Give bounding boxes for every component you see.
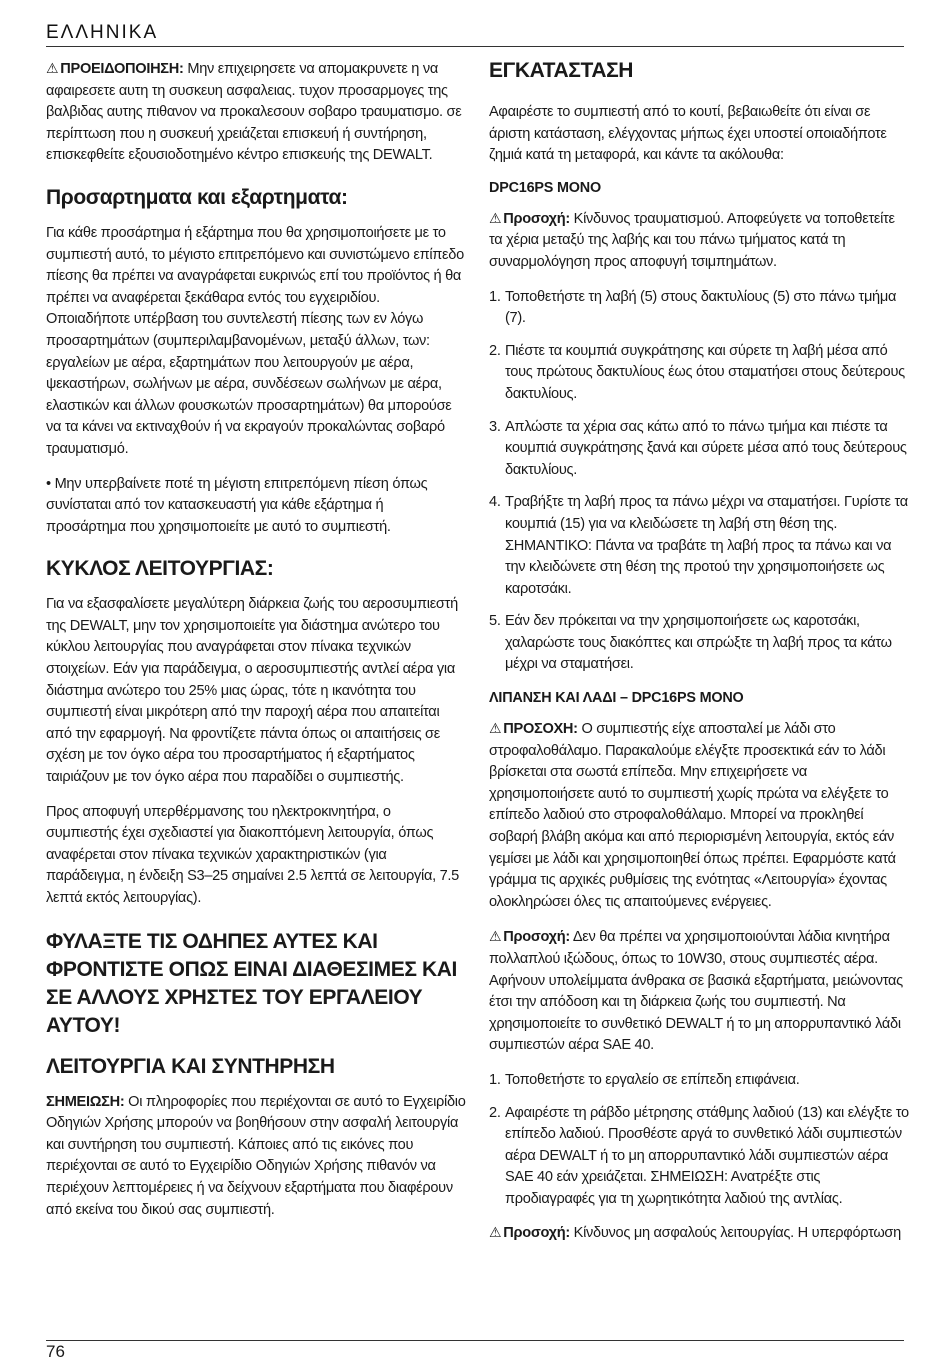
warning-paragraph [46,58,466,167]
list-item [489,1070,909,1092]
note-text: Οι πληροφορίες που περιέχονται σε αυτό το Εγχειρίδιο Οδηγιών Χρήσης μπορούν να βοηθήσουν στην ασφαλή λειτουργία και συντήρηση του συμπιεστή. Κάποιες από τις εικόνες που περιέχονται σε αυτό το Εγχειρίδιο Οδηγιών Χρήσης πιθανόν να περιέχουν λεπτομέρειες ή να δείχνουν εξαρτήματα που διαφέρουν από εκείνα του δικού σας συμπιεστή. [46,1093,466,1218]
step-text: Πιέστε τα κουμπιά συγκράτησης και σύρετε τη λαβή μέσα από τους πρώτους δακτυλίους έως ότου σταματήσει στους δεύτερους δακτυλίους. [505,342,905,402]
caution-text-3: Δεν θα πρέπει να χρησιμοποιούνται λάδια κινητήρα πολλαπλού ιξώδους, όπως το 10W30, στους συμπιεστές αέρα. Αφήνουν υπολείμματα άνθρακα σε βασικά εξαρτήματα, μειώνοντας έτσι την απόδοση και τη διάρκεια ζωής του συμπιεστή. Να χρησιμοποιείτε το συνθετικό DEWALT ή το μη απορρυπαντικό λάδι συμπιεστών αέρα SAE 40. [489,929,903,1054]
note-label: ΣΗΜΕΙΩΣΗ: [46,1093,125,1110]
save-instructions-heading: ΦΥΛΑΞΤΕ ΤΙΣ ΟΔΗΠΕΣ ΑΥΤΕΣ ΚΑΙ ΦΡΟΝΤΙΣΤΕ ΟΠΩΣ ΕΙΝΑΙ ΔΙΑΘΕΣΙΜΕΣ ΚΑΙ ΣΕ ΑΛΛΟΥΣ ΧΡΗΣΤΕΣ ΤΟΥ ΕΡΓΑΛΕΙΟΥ ΑΥΤΟΥ! [46,929,457,1037]
duty-cycle-heading: ΚΥΚΛΟΣ ΛΕΙΤΟΥΡΓΙΑΣ: [46,557,274,581]
list-item [489,492,909,600]
caution-text-1: Κίνδυνος τραυματισμού. Αποφεύγετε να τοποθετείτε τα χέρια μεταξύ της λαβής και του πάνω τμήματος κατά τη συναρμολόγηση προς αποφυγή τσιμπημάτων. [489,210,895,270]
step-number: 4. [489,494,501,511]
caution-text-2: Ο συμπιεστής είχε αποσταλεί με λάδι στο στροφαλοθάλαμο. Παρακαλούμε ελέγξτε προσεκτικά εάν το λάδι βρίσκεται στα σωστά επίπεδα. Μην επιχειρήσετε να χρησιμοποιήσετε αυτό το συμπιεστή χωρίς πρώτα να ελέγξετε το επίπεδο λαδιού στο στροφαλοθάλαμο. Μπορεί να προκληθεί σοβαρή βλάβη ακόμα και από περιορισμένη λειτουργία, εκτός εάν γεμίσει με λάδι και χρησιμοποιηθεί όπως πρέπει. Εφαρμόστε κατά γράμμα τις αρχικές ρυθμίσεις της ενότητας «Λειτουργία» έχοντας ολοκληρώσει όλες τις απαιτούμενες ενέργειες. [489,721,896,910]
installation-heading: ΕΓΚΑΤΑΣΤΑΣΗ [489,59,634,82]
step-text: Εάν δεν πρόκειται να την χρησιμοποιήσετε ως καροτσάκι, χαλαρώστε τους διακόπτες και σπρώξτε τη λαβή προς τα κάτω μέχρι να σταματήσει. [505,613,892,673]
list-item [489,417,909,482]
warning-triangle-icon: ⚠ [489,209,502,226]
step-text: Αφαιρέστε τη ράβδο μέτρησης στάθμης λαδιού (13) και ελέγξτε το επίπεδο λαδιού. Προσθέστε αργά το συνθετικό λάδι συμπιεστών αέρα DEWALT ή το μη απορρυπαντικό λάδι συμπιεστών αέρα SAE 40 εάν χρειάζεται. ΣΗΜΕΙΩΣΗ: Ανατρέξτε στις προδιαγραφές για τη χωρητικότητα λαδιού της αντλίας. [505,1104,909,1207]
step-text: Τοποθετήστε τη λαβή (5) στους δακτυλίους (5) στο πάνω τμήμα (7). [505,288,897,327]
caution-paragraph-4 [489,1222,909,1245]
list-item [489,341,909,406]
operation-maintenance-heading: ΛΕΙΤΟΥΡΓΙΑ ΚΑΙ ΣΥΝΤΗΡΗΣΗ [46,1054,335,1078]
lubrication-heading: ΛΙΠΑΝΣΗ ΚΑΙ ΛΑΔΙ – DPC16PS MONO [489,690,744,707]
list-item [489,287,909,330]
warning-triangle-icon: ⚠ [489,1223,502,1240]
list-item [489,611,909,676]
caution-paragraph-2 [489,718,909,913]
caution-label-1: Προσοχή: [503,210,570,227]
caution-paragraph-3 [489,926,909,1057]
step-number: 5. [489,613,501,630]
step-text: Τοποθετήστε το εργαλείο σε επίπεδη επιφάνεια. [505,1071,800,1088]
installation-steps [489,287,909,677]
left-column [46,58,466,1234]
accessories-paragraph-1: Για κάθε προσάρτημα ή εξάρτημα που θα χρησιμοποιήσετε με το συμπιεστή αυτό, το μέγιστο επιτρεπόμενο και συνιστώμενο επίπεδο πίεσης θα πρέπει να αναγράφεται ευκρινώς επί του προϊόντος ή θα πρέπει να αναφέρεται ξεκάθαρα εντός του εγχειριδίου. Οποιαδήποτε υπέρβαση του συντελεστή πίεσης των εν λόγω προσαρτημάτων (συμπεριλαμβανομένων, μεταξύ άλλων, των: εργαλείων με αέρα, εξαρτημάτων που λειτουργούν με αέρα, ψεκαστήρων, σωλήνων με αέρα, συνδέσεων σωλήνων με αέρα, ελαστικών και άλλων φουσκωτών προσαρτημάτων) θα μπορούσε να τα κάνει να εκτιναχθούν ή να εκραγούν προκαλώντας σοβαρό τραυματισμό. [46,224,464,457]
step-text: Τραβήξτε τη λαβή προς τα πάνω μέχρι να σταματήσει. Γυρίστε τα κουμπιά (15) για να κλειδώσετε τη λαβή στη θέση της. ΣΗΜΑΝΤΙΚΟ: Πάντα να τραβάτε τη λαβή προς τα πάνω και να την κλειδώνετε στη θέση της προτού την χρησιμοποιήσετε ως καροτσάκι. [505,494,908,597]
caution-text-4: Κίνδυνος μη ασφαλούς λειτουργίας. Η υπερφόρτωση [569,1224,901,1241]
footer-rule [46,1340,904,1341]
note-paragraph [46,1092,466,1222]
warning-text: Μην επιχειρησετε να απομακρυνετε η να αφαιρεσετε αυτη τη συσκευη ασφαλειας. τυχον προσαρμογες της βαλβιδας αυτης πιθανον να προκαλεσουν σοβαρο τραυματισμο. σε περίπτωση που η συσκευή χρειάζεται επισκευή ή συντήρηση, επισκεφθείτε εξουσιοδοτημένο κέντρο επισκευής της DEWALT. [46,61,462,164]
installation-paragraph: Αφαιρέστε το συμπιεστή από το κουτί, βεβαιωθείτε ότι είναι σε άριστη κατάσταση, ελέγχοντας μήπως έχει υποστεί οποιαδήποτε ζημιά κατά τη μεταφορά, και κάντε τα ακόλουθα: [489,104,887,164]
caution-label-2: ΠΡΟΣΟΧΗ: [503,721,578,738]
step-number: 2. [489,1104,501,1121]
step-number: 3. [489,418,501,435]
accessories-heading: Προσαρτηματα και εξαρτηματα: [46,185,348,209]
caution-label-4: Προσοχή: [503,1224,570,1241]
header-rule [46,46,904,47]
step-number: 2. [489,342,501,359]
list-item [489,1103,909,1211]
duty-cycle-paragraph-1: Για να εξασφαλίσετε μεγαλύτερη διάρκεια ζωής του αεροσυμπιεστή της DEWALT, μην τον χρησιμοποιείτε για διάστημα ανώτερο του κύκλου λειτουργίας που αναγράφεται στον πίνακα τεχνικών στοιχείων. Εάν για παράδειγμα, ο αεροσυμπιεστής αντλεί αέρα για διάστημα ανώτερο του 25% μιας ώρας, τότε η ικανότητα του συμπιεστή είναι μικρότερη από την παροχή αέρα που απαιτείται από την εφαρμογή. Να φροντίζετε πάντα όπως οι απαιτήσεις σε σχέση με τον όγκο αέρα του προσαρτήματος ή εξαρτήματος ταιριάζουν με τον όγκο αέρα που παραδίδει ο συμπιεστής. [46,596,458,786]
warning-label: ΠΡΟΕΙΔΟΠΟΙΗΣΗ: [60,61,184,77]
duty-cycle-paragraph-2: Προς αποφυγή υπερθέρμανσης του ηλεκτροκινητήρα, ο συμπιεστής έχει σχεδιαστεί για διακοπτόμενη λειτουργία, όπως αναφέρεται στον πίνακα τεχνικών χαρακτηριστικών (για παράδειγμα, η ένδειξη S3–25 σημαίνει 2.5 λεπτά σε λειτουργία, 7.5 λεπτά εκτός λειτουργίας). [46,803,459,906]
model-heading: DPC16PS MONO [489,179,601,196]
warning-triangle-icon: ⚠ [489,720,502,737]
accessories-paragraph-2: • Μην υπερβαίνετε ποτέ τη μέγιστη επιτρεπόμενη πίεση όπως συνίσταται από τον κατασκευαστή για κάθε εξάρτημα ή προσάρτημα που χρησιμοποιείτε με αυτό το συμπιεστή. [46,475,428,535]
right-column [489,58,909,1257]
caution-paragraph-1 [489,208,909,274]
step-text: Απλώστε τα χέρια σας κάτω από το πάνω τμήμα και πιέστε τα κουμπιά συγκράτησης ξανά και σύρετε μέσα από τους δεύτερους δακτυλίους. [505,418,907,478]
step-number: 1. [489,288,501,305]
caution-label-3: Προσοχή: [503,929,570,946]
page-number: 76 [46,1342,65,1361]
warning-triangle-icon: ⚠ [46,60,59,76]
warning-triangle-icon: ⚠ [489,928,502,945]
step-number: 1. [489,1071,501,1088]
header-language: ΕΛΛΗΝΙΚΑ [46,22,159,43]
lubrication-steps [489,1070,909,1211]
